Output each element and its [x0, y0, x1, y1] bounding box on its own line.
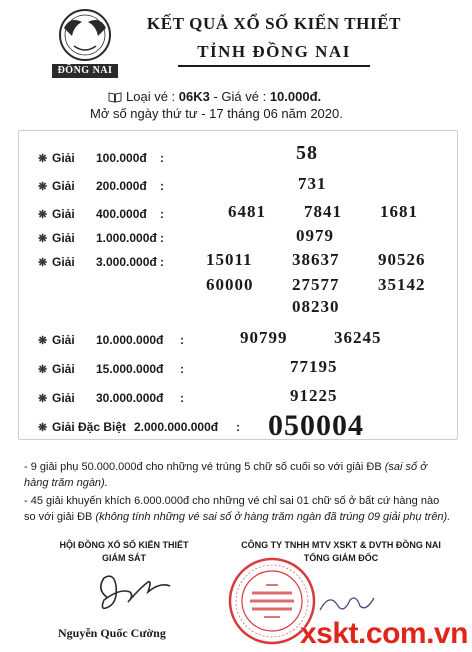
prize-label-3m: ❋ Giải 3.000.000đ [38, 255, 157, 269]
colon: : [180, 362, 184, 376]
prize-number: 1681 [380, 202, 418, 221]
prize-number: 90526 [378, 250, 426, 269]
colon: : [180, 333, 184, 347]
main-title: KẾT QUẢ XỔ SỐ KIẾN THIẾT [146, 14, 402, 33]
prize-number: 36245 [334, 328, 382, 347]
logo-emblem-icon [52, 6, 118, 64]
prize-number: 731 [298, 174, 327, 193]
book-icon [108, 92, 122, 103]
colon: : [236, 420, 240, 434]
ticket-price-label: - Giá vé : [209, 89, 270, 104]
prize-label-100k: ❋ Giải 100.000đ [38, 151, 147, 165]
star-icon: ❋ [38, 257, 48, 269]
colon: : [160, 207, 164, 221]
prize-number: 6481 [228, 202, 266, 221]
ticket-info [108, 89, 408, 104]
star-icon: ❋ [38, 181, 48, 193]
star-icon: ❋ [38, 393, 48, 405]
prize-number: 08230 [292, 297, 340, 316]
dong-nai-logo [52, 6, 118, 78]
star-icon: ❋ [38, 422, 48, 434]
prize-label-400k: ❋ Giải 400.000đ [38, 207, 147, 221]
prize-label-15m: ❋ Giải 15.000.000đ [38, 362, 164, 376]
signature-left-icon [90, 568, 180, 616]
star-icon: ❋ [38, 364, 48, 376]
logo-label: ĐỒNG NAI [52, 64, 118, 78]
note-consolation: - 9 giải phụ 50.000.000đ cho những vé trúng 5 chữ số cuối so với giải ĐB (sai số ở hàng trăm ngàn). [24, 461, 427, 489]
prize-number: 15011 [206, 250, 253, 269]
colon: : [160, 151, 164, 165]
title-underline [178, 65, 370, 67]
note-encouragement: - 45 giải khuyến khích 6.000.000đ cho những vé chỉ sai 01 chữ số ở bất cứ hàng nào so với giải ĐB (không tính những vé sai số ở hàng trăm ngàn đã trúng 09 giải phụ trên). [24, 495, 451, 523]
prize-number: 35142 [378, 275, 426, 294]
star-icon: ❋ [38, 233, 48, 245]
star-icon: ❋ [38, 335, 48, 347]
prize-label-10m: ❋ Giải 10.000.000đ [38, 333, 164, 347]
ticket-code: 06K3 [178, 89, 210, 104]
prize-label-200k: ❋ Giải 200.000đ [38, 179, 147, 193]
prize-number: 58 [296, 142, 318, 164]
ticket-type-label: Loại vé : [126, 89, 179, 104]
council-signer-name: Nguyễn Quốc Cường [58, 626, 166, 640]
council-subtitle: GIÁM SÁT [102, 553, 146, 563]
company-subtitle: TỔNG GIÁM ĐỐC [303, 553, 379, 563]
star-icon: ❋ [38, 153, 48, 165]
prize-label-1m: ❋ Giải 1.000.000đ [38, 231, 157, 245]
special-prize-number: 050004 [268, 409, 364, 442]
watermark: xskt.com.vn [300, 617, 468, 650]
prize-number: 60000 [206, 275, 254, 294]
prize-number: 38637 [292, 250, 340, 269]
colon: : [160, 179, 164, 193]
colon: : [160, 255, 164, 269]
colon: : [180, 391, 184, 405]
prize-number: 0979 [296, 226, 334, 245]
colon: : [160, 231, 164, 245]
council-title: HỘI ĐỒNG XỔ SỐ KIẾN THIẾT [59, 540, 189, 550]
draw-date: Mở số ngày thứ tư - 17 tháng 06 năm 2020. [90, 106, 343, 121]
prize-label-30m: ❋ Giải 30.000.000đ [38, 391, 164, 405]
company-title: CÔNG TY TNHH MTV XSKT & DVTH ĐỒNG NAI [241, 540, 441, 550]
ticket-price: 10.000đ. [269, 89, 322, 104]
prize-number: 27577 [292, 275, 340, 294]
notes [24, 459, 452, 527]
star-icon: ❋ [38, 209, 48, 221]
prize-number: 91225 [290, 386, 338, 405]
signature-right-icon [316, 588, 378, 618]
prize-label-special: ❋ Giải Đặc Biệt 2.000.000.000đ [38, 420, 219, 434]
prize-number: 77195 [290, 357, 338, 376]
prize-number: 90799 [240, 328, 288, 347]
province-title: TỈNH ĐỒNG NAI [197, 42, 351, 61]
prize-number: 7841 [304, 202, 342, 221]
